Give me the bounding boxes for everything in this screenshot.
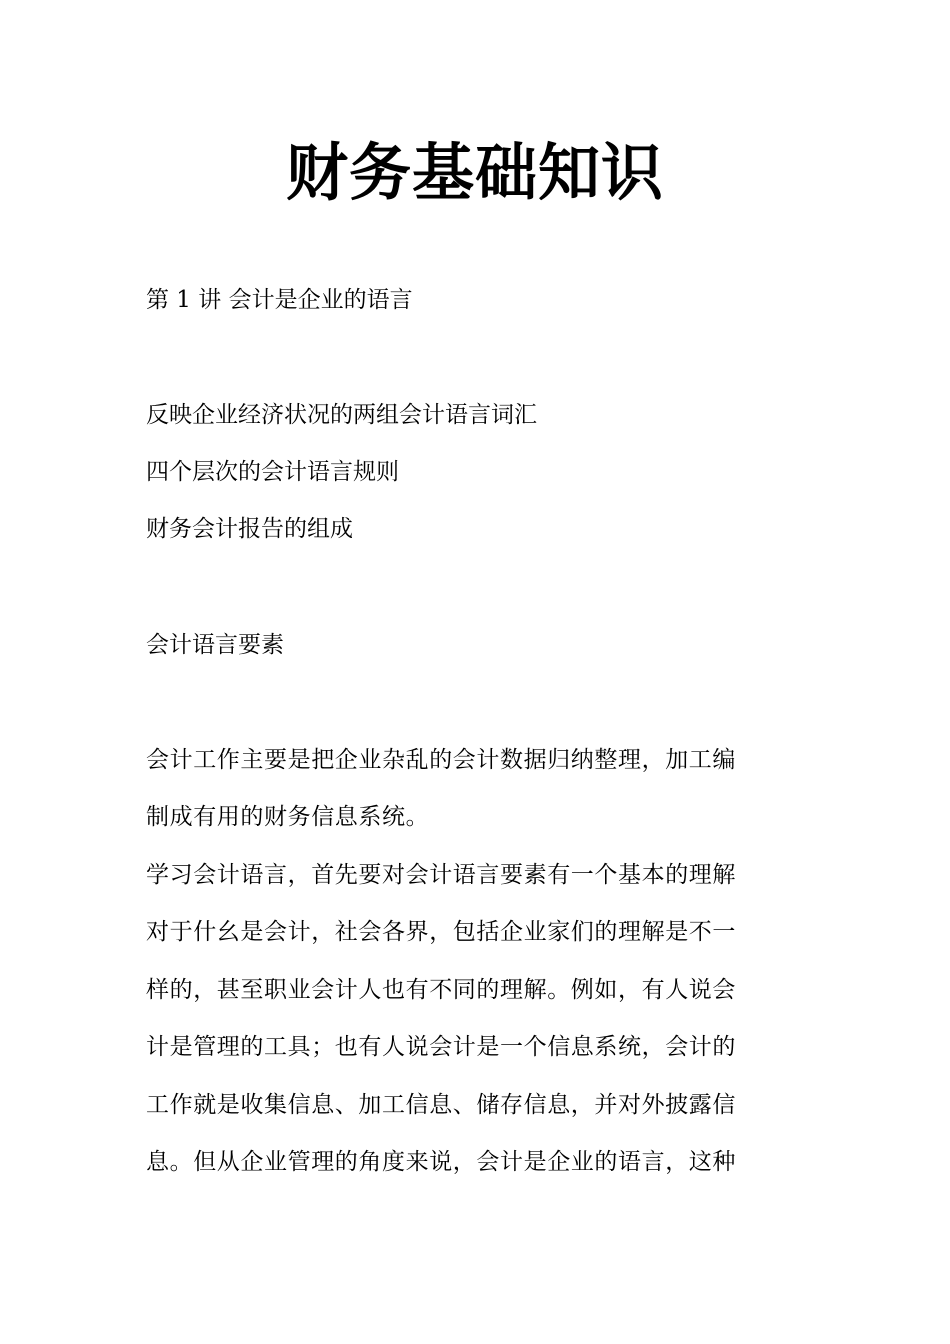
lecture-heading: 第 1 讲 会计是企业的语言	[146, 287, 413, 313]
body-text-line: 计是管理的工具；也有人说会计是一个信息系统，会计的	[146, 1034, 736, 1060]
body-text-line: 工作就是收集信息、加工信息、储存信息，并对外披露信	[146, 1092, 736, 1118]
topic-item: 四个层次的会计语言规则	[146, 459, 399, 485]
document-title: 财务基础知识	[285, 136, 664, 209]
body-text-line: 制成有用的财务信息系统。	[146, 804, 430, 830]
body-text-line: 会计工作主要是把企业杂乱的会计数据归纳整理，加工编	[146, 747, 736, 773]
body-text-line: 样的，甚至职业会计人也有不同的理解。例如，有人说会	[146, 977, 736, 1003]
topic-item: 反映企业经济状况的两组会计语言词汇	[146, 402, 537, 428]
body-text-line: 息。但从企业管理的角度来说，会计是企业的语言，这种	[146, 1149, 736, 1175]
body-text-line: 对于什幺是会计，社会各界，包括企业家们的理解是不一	[146, 919, 736, 945]
section-heading: 会计语言要素	[146, 632, 284, 658]
topic-item: 财务会计报告的组成	[146, 516, 353, 542]
body-text-line: 学习会计语言，首先要对会计语言要素有一个基本的理解	[146, 862, 736, 888]
